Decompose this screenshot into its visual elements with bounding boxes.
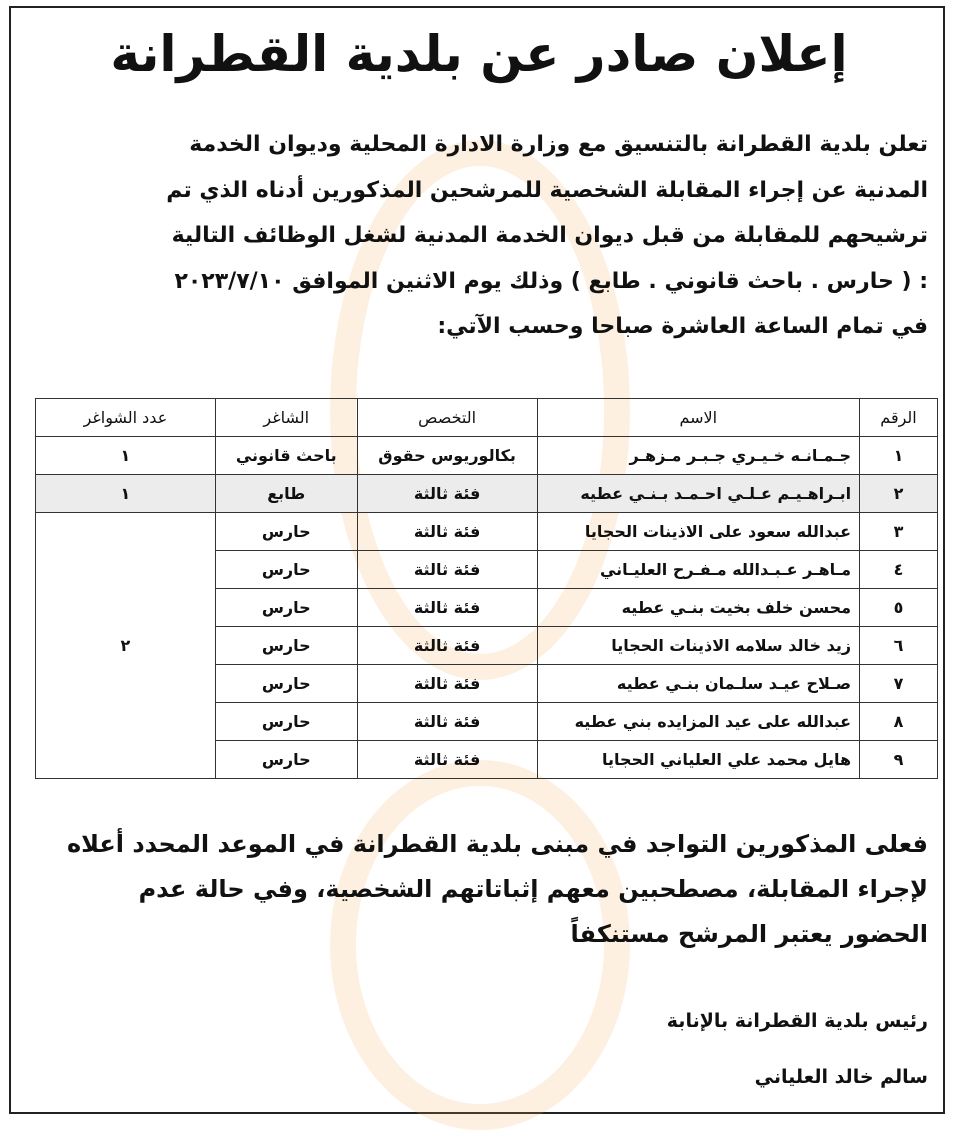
cell-name: جـمـانـه خـيـري جـبـر مـزهـر [537,437,860,475]
cell-number: ٨ [860,703,938,741]
candidates-table [35,398,938,779]
header-vacancy-count: عدد الشواغر [36,399,216,437]
header-vacancy: الشاغر [215,399,357,437]
cell-number: ٧ [860,665,938,703]
cell-number: ٦ [860,627,938,665]
cell-specialty: فئة ثالثة [357,551,537,589]
intro-line: : ( حارس . باحث قانوني . طابع ) وذلك يوم الاثنين الموافق ٢٠٢٣/٧/١٠ [174,268,928,294]
cell-specialty: فئة ثالثة [357,741,537,779]
cell-specialty: فئة ثالثة [357,513,537,551]
cell-specialty: بكالوريوس حقوق [357,437,537,475]
intro-line: في تمام الساعة العاشرة صباحا وحسب الآتي: [437,314,928,339]
cell-name: عبدالله سعود على الاذينات الحجايا [537,513,860,551]
closing-line: الحضور يعتبر المرشح مستنكفاً [570,920,928,948]
cell-specialty: فئة ثالثة [357,703,537,741]
table-header-row [36,399,938,437]
closing-paragraph [30,822,928,957]
cell-vacancy: حارس [215,513,357,551]
cell-vacancy: طابع [215,475,357,513]
cell-number: ٩ [860,741,938,779]
cell-number: ٣ [860,513,938,551]
cell-vacancy-count: ١ [36,437,216,475]
cell-vacancy: حارس [215,627,357,665]
cell-name: ابـراهـيـم عـلـي احـمـد بـنـي عطيه [537,475,860,513]
cell-specialty: فئة ثالثة [357,475,537,513]
signature-name: سالم خالد العلياني [754,1066,928,1088]
cell-number: ١ [860,437,938,475]
header-name: الاسم [537,399,860,437]
intro-line: ترشيحهم للمقابلة من قبل ديوان الخدمة المدنية لشغل الوظائف التالية [171,223,928,248]
cell-number: ٢ [860,475,938,513]
intro-line: المدنية عن إجراء المقابلة الشخصية للمرشحين المذكورين أدناه الذي تم [166,177,928,203]
cell-vacancy: حارس [215,551,357,589]
cell-vacancy: باحث قانوني [215,437,357,475]
cell-vacancy: حارس [215,665,357,703]
header-number: الرقم [860,399,938,437]
cell-vacancy: حارس [215,741,357,779]
closing-line: لإجراء المقابلة، مصطحبين معهم إثباتاتهم الشخصية، وفي حالة عدم [138,875,928,903]
intro-paragraph [30,122,928,350]
cell-specialty: فئة ثالثة [357,589,537,627]
cell-number: ٥ [860,589,938,627]
cell-specialty: فئة ثالثة [357,627,537,665]
cell-vacancy-count: ٢ [36,513,216,779]
cell-specialty: فئة ثالثة [357,665,537,703]
cell-name: هايل محمد علي العلياني الحجايا [537,741,860,779]
cell-name: محسن خلف بخيت بنـي عطيه [537,589,860,627]
cell-vacancy: حارس [215,703,357,741]
table-row [36,437,938,475]
cell-vacancy: حارس [215,589,357,627]
table-row [36,513,938,551]
cell-name: عبدالله على عيد المزايده بني عطيه [537,703,860,741]
table-row [36,475,938,513]
cell-name: صـلاح عيـد سلـمان بنـي عطيه [537,665,860,703]
cell-name: مـاهـر عـبـدالله مـفـرح العليـاني [537,551,860,589]
closing-line: فعلى المذكورين التواجد في مبنى بلدية القطرانة في الموعد المحدد أعلاه [66,830,928,858]
header-specialty: التخصص [357,399,537,437]
intro-line: تعلن بلدية القطرانة بالتنسيق مع وزارة الادارة المحلية وديوان الخدمة [189,132,928,157]
announcement-title: إعلان صادر عن بلدية القطرانة [110,25,848,83]
signature-role: رئيس بلدية القطرانة بالإنابة [666,1010,928,1032]
cell-vacancy-count: ١ [36,475,216,513]
cell-name: زيد خالد سلامه الاذينات الحجايا [537,627,860,665]
cell-number: ٤ [860,551,938,589]
